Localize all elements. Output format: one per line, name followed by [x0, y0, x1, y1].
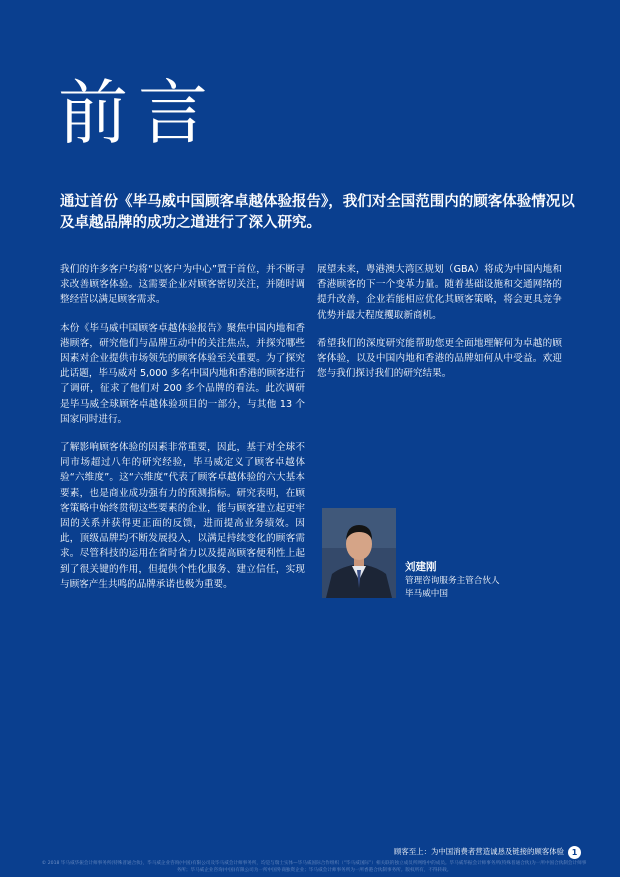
body-paragraph: 了解影响顾客体验的因素非常重要，因此，基于对全球不同市场超过八年的研究经验，毕马威定义了顾客卓越体验“六维度”。这“六维度”代表了顾客卓越体验的六大基本要素，也是商业成功强有力的预测指标。研究表明，在顾客策略中始终贯彻这些要素的企业，能与顾客建立起更牢固的关系并获得更正面的反馈，进而提高业务绩效。因此，顶级品牌均不断发展投入，以满足持续变化的顾客需求。尽管科技的运用在省时省力以及提高顾客便利性上起到了很关键的作用，但提供个性化服务、建立信任，实现与顾客产生共鸣的品牌承诺也极为重要。	[60, 442, 305, 590]
page-title: 前言	[58, 72, 218, 154]
left-column	[60, 262, 305, 605]
right-column	[317, 262, 562, 394]
page-number: 1	[568, 846, 581, 859]
person-org: 毕马威中国	[405, 589, 448, 599]
person-name: 刘建刚	[405, 561, 437, 573]
person-info	[405, 560, 500, 601]
lead-paragraph: 通过首份《毕马威中国顾客卓越体验报告》，我们对全国范围内的顾客体验情况以及卓越品牌的成功之道进行了深入研究。	[60, 194, 575, 231]
legal-text: © 2018 毕马威华振会计师事务所(特殊普通合伙)，毕马威企业咨询(中国)有限公司及毕马威会计师事务所，均是与瑞士实体—毕马威国际合作组织（“毕马威国际”）相关联的独立成员所网络中的成员。毕马威华振会计师事务所(特殊普通合伙)为一所中国合伙制会计师事务所；毕马威企业咨询(中国)有限公司为一所中国外商独资企业；毕马威会计师事务所为一所香港合伙制事务所。版权所有，不得转载。	[41, 861, 587, 873]
footer-title: 顾客至上：为中国消费者营造诚恳及链接的顾客体验	[394, 847, 564, 856]
body-paragraph: 我们的许多客户均将“以客户为中心”置于首位，并不断寻求改善顾客体验。这需要企业对顾客密切关注，并随时调整经营以满足顾客需求。	[60, 264, 305, 306]
portrait-photo	[322, 508, 396, 598]
body-paragraph: 本份《毕马威中国顾客卓越体验报告》聚焦中国内地和香港顾客，研究他们与品牌互动中的关注焦点，并探究哪些因素对企业提供市场领先的顾客体验至关重要。为了探究此话题，毕马威对 5,000 多名中国内地和香港的顾客进行了调研，征求了他们对 200 多个品牌的看法。此次调研是毕马威全球顾客卓越体验项目的一部分，与其他 13 个国家同时进行。	[60, 322, 305, 425]
body-paragraph: 展望未来，粤港澳大湾区规划（GBA）将成为中国内地和香港顾客的下一个变革力量。随着基础设施和交通网络的提升改善，企业若能相应优化其顾客策略，将会更具竞争优势并最大程度攫取新商机。	[317, 264, 562, 321]
person-role: 管理咨询服务主管合伙人	[405, 576, 500, 586]
body-paragraph: 希望我们的深度研究能帮助您更全面地理解何为卓越的顾客体验，以及中国内地和香港的品牌如何从中受益。欢迎您与我们探讨我们的研究结果。	[317, 337, 562, 380]
